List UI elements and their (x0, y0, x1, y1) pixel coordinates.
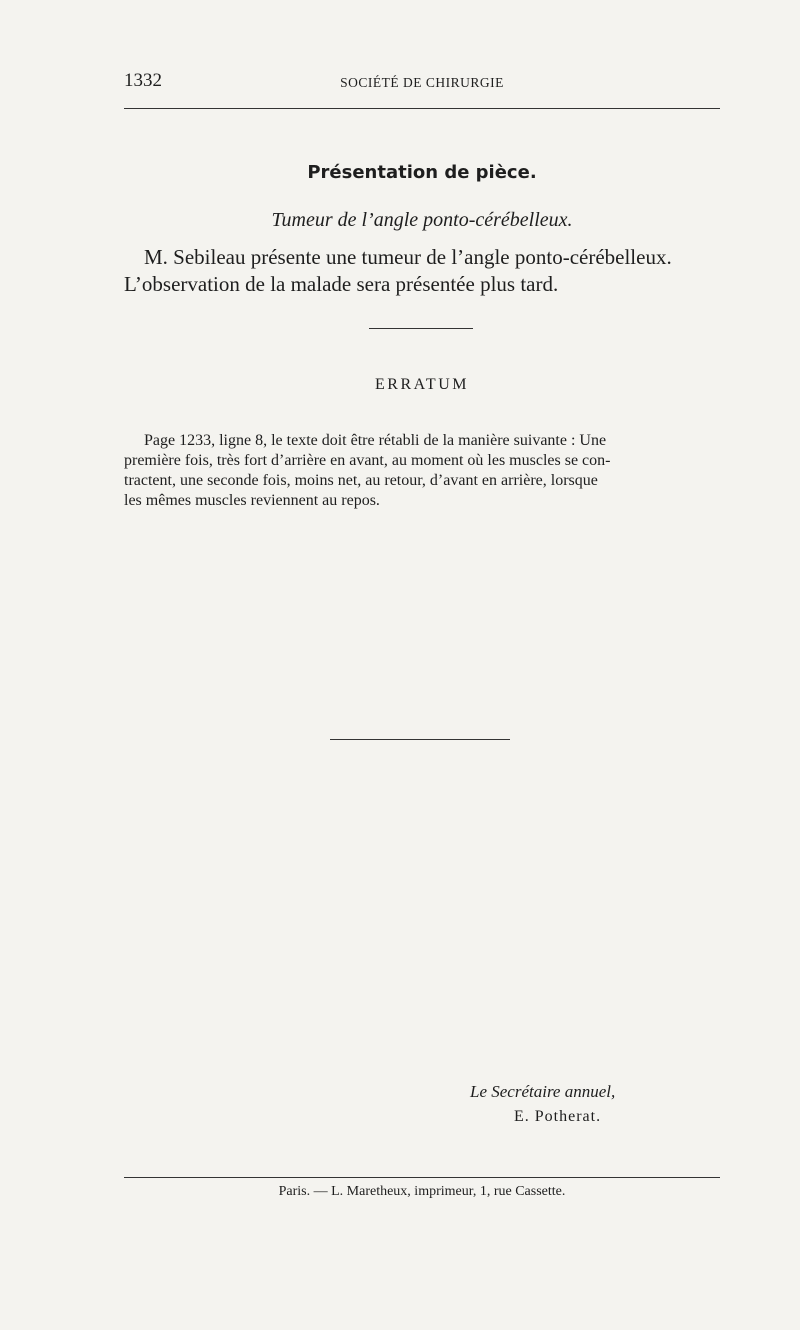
page-header (124, 70, 720, 96)
header-rule (124, 108, 720, 109)
running-head: SOCIÉTÉ DE CHIRURGIE (340, 75, 504, 90)
page-number: 1332 (124, 70, 162, 91)
erratum-line: première fois, très fort d’arrière en avant, au moment où les muscles se con- (124, 452, 611, 469)
section-divider (369, 328, 473, 329)
signature-name: E. Potherat. (514, 1108, 602, 1125)
end-divider (330, 739, 510, 740)
erratum-line: tractent, une seconde fois, moins net, au retour, d’avant en arrière, lorsque (124, 472, 598, 489)
footer-rule (124, 1177, 720, 1178)
paragraph-line: L’observation de la malade sera présentée plus tard. (124, 272, 559, 296)
section-subtitle: Tumeur de l’angle ponto-cérébelleux. (271, 209, 573, 231)
presentation-paragraph (124, 244, 724, 298)
erratum-line: les mêmes muscles reviennent au repos. (124, 492, 380, 509)
erratum-line: Page 1233, ligne 8, le texte doit être rétabli de la manière suivante : Une (144, 432, 607, 449)
signature-title: Le Secrétaire annuel, (470, 1082, 616, 1101)
erratum-heading: ERRATUM (375, 376, 469, 393)
paragraph-line: M. Sebileau présente une tumeur de l’angle ponto-cérébelleux. (144, 245, 672, 269)
printer-imprint: Paris. — L. Maretheux, imprimeur, 1, rue Cassette. (278, 1184, 566, 1199)
erratum-paragraph (124, 431, 724, 511)
section-title: Présentation de pièce. (307, 162, 537, 183)
